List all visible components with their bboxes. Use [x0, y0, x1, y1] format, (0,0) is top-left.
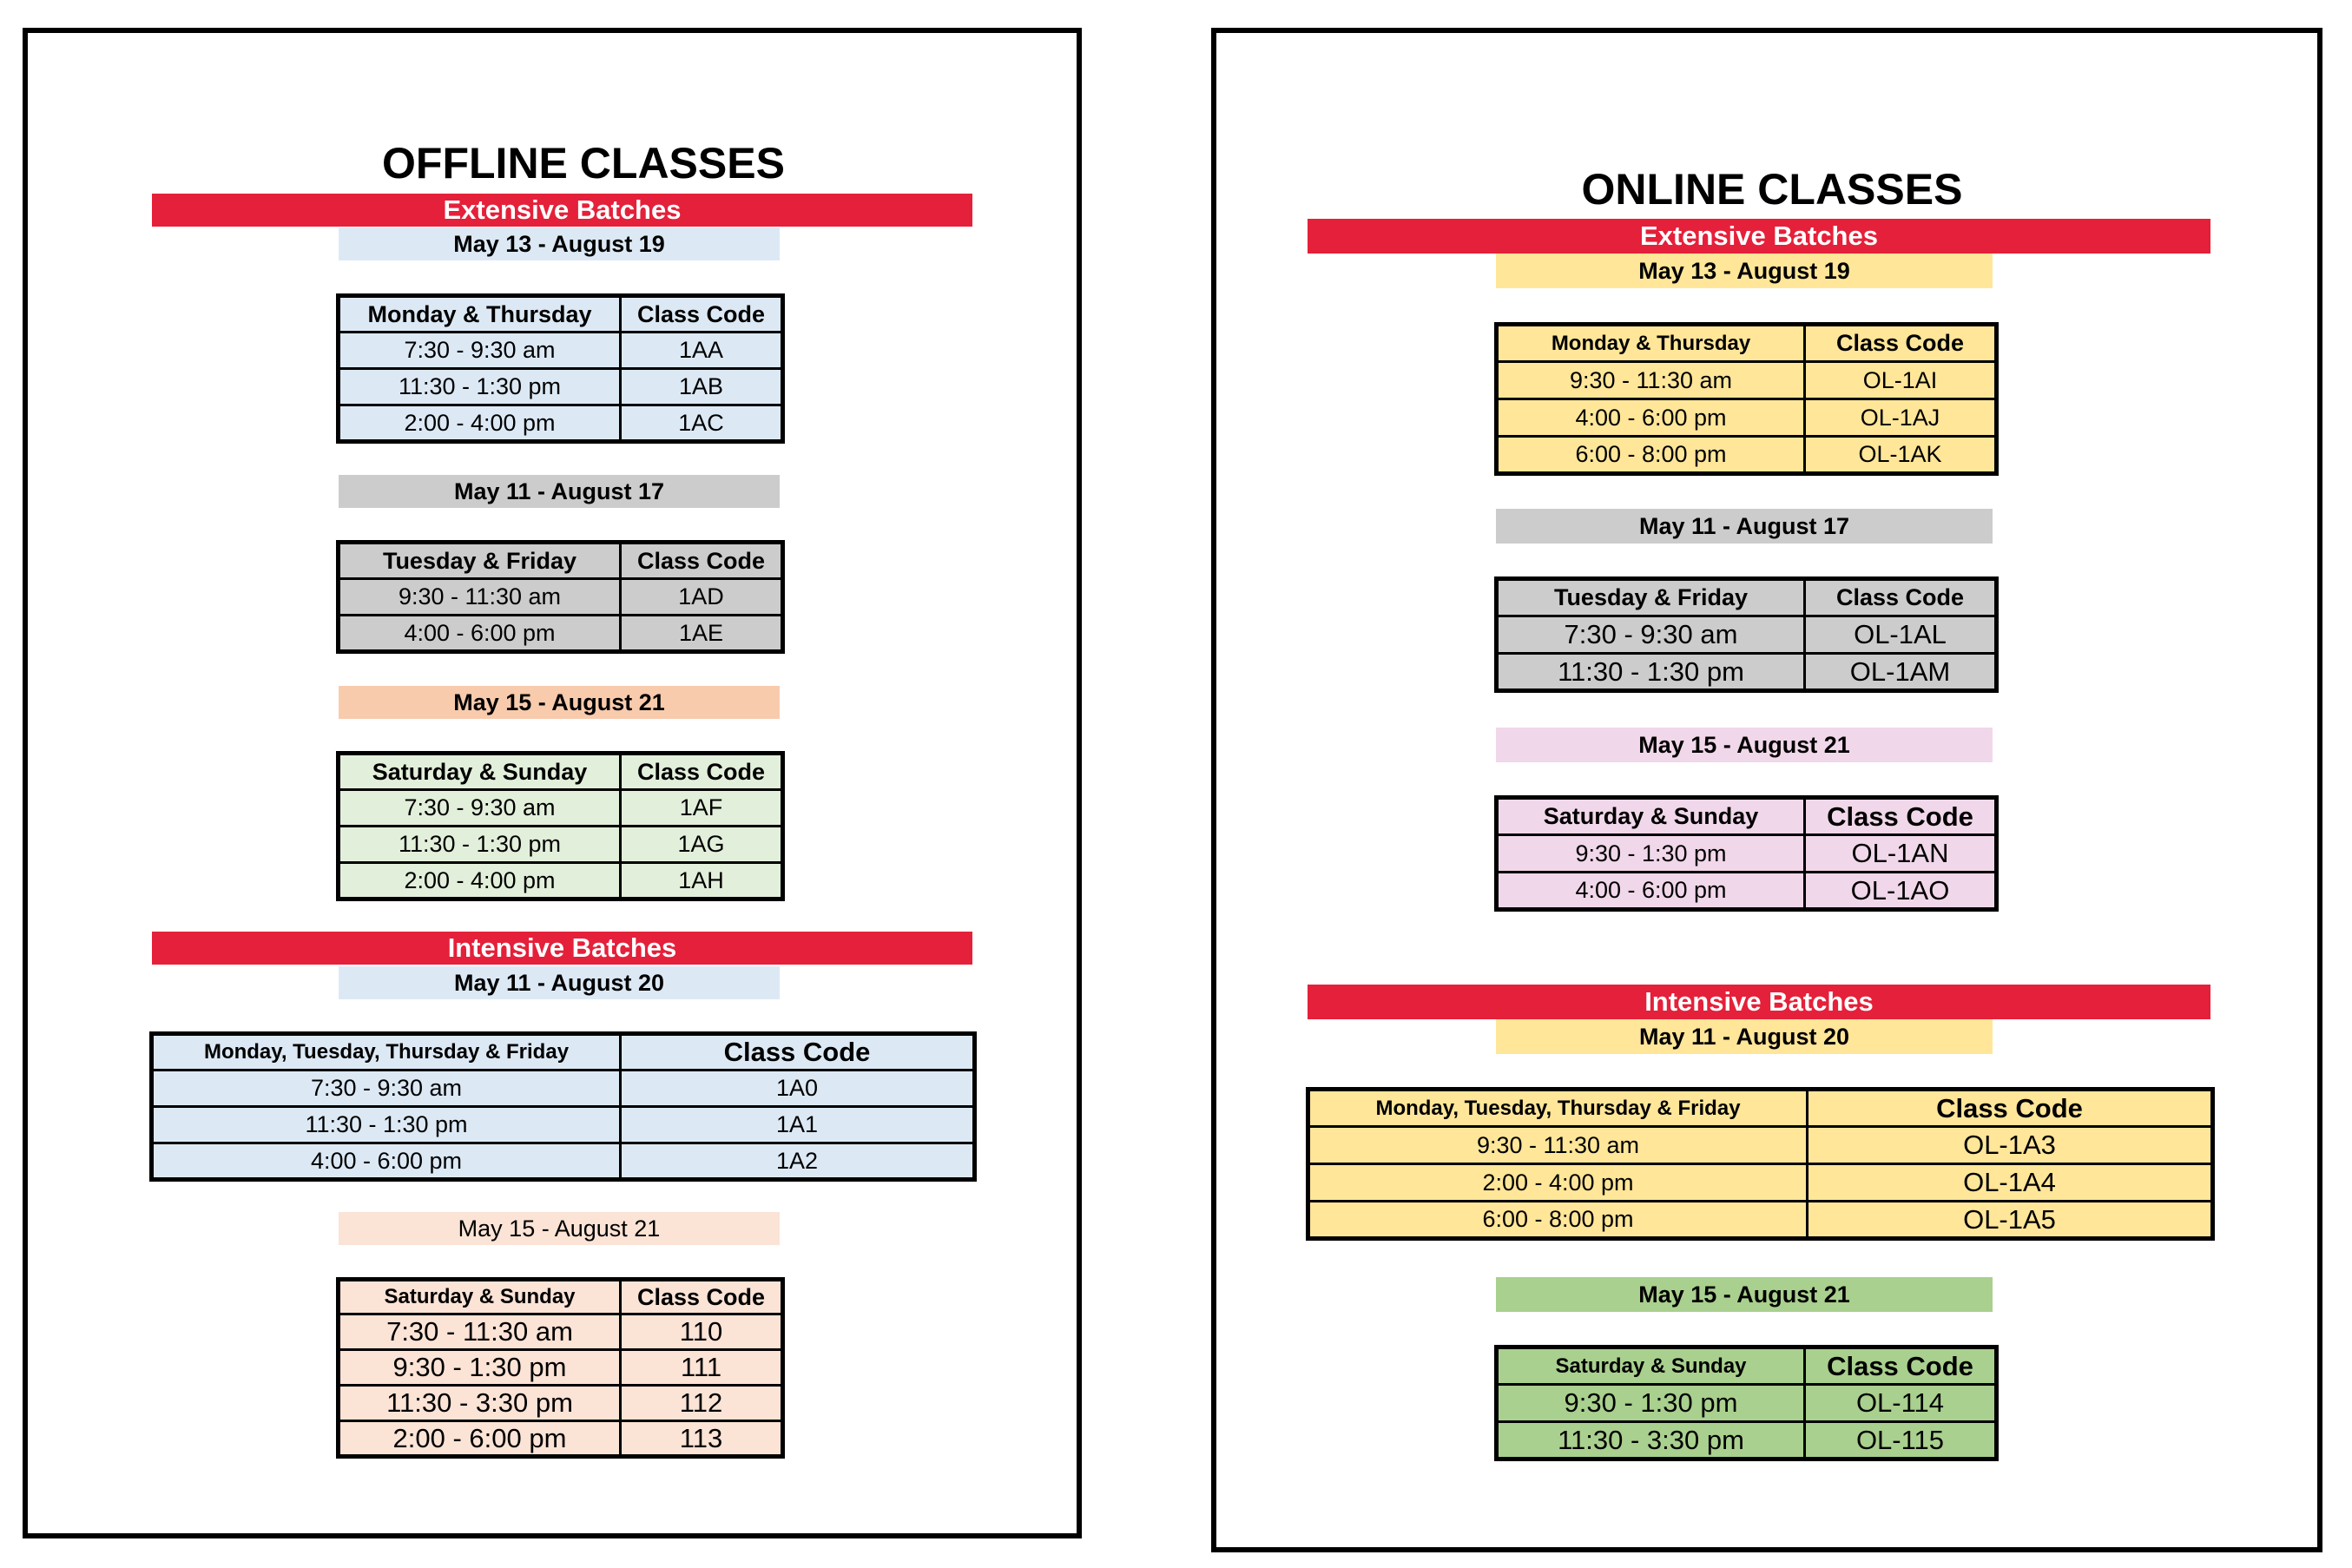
code-cell: OL-114 [1805, 1385, 1997, 1422]
class-code-header: Class Code [1805, 798, 1997, 835]
offline-ext3-dates: May 15 - August 21 [339, 686, 780, 719]
online-int1-dates: May 11 - August 20 [1496, 1019, 1993, 1054]
table-row [1497, 873, 1997, 910]
code-cell: 1A1 [621, 1107, 975, 1143]
class-code-header: Class Code [1808, 1090, 2213, 1127]
table-row [339, 790, 783, 827]
class-code-header: Class Code [1805, 325, 1997, 362]
online-ext1-table [1494, 322, 1999, 476]
time-cell: 9:30 - 1:30 pm [1497, 835, 1805, 873]
class-code-header: Class Code [621, 296, 783, 333]
code-cell: 1AH [621, 863, 783, 899]
time-cell: 9:30 - 11:30 am [1497, 362, 1805, 399]
class-code-header: Class Code [621, 543, 783, 579]
online-int2-dates: May 15 - August 21 [1496, 1277, 1993, 1312]
table-row [339, 1350, 783, 1386]
online-intensive-banner: Intensive Batches [1308, 985, 2210, 1019]
offline-extensive-banner: Extensive Batches [152, 194, 972, 227]
table-row [152, 1071, 975, 1107]
table-row [1497, 399, 1997, 437]
table-row [1497, 616, 1997, 654]
days-header: Monday, Tuesday, Thursday & Friday [1308, 1090, 1808, 1127]
table-row [339, 863, 783, 899]
code-cell: 110 [621, 1314, 783, 1350]
code-cell: OL-1A5 [1808, 1202, 2213, 1239]
class-code-header: Class Code [1805, 1347, 1997, 1385]
time-cell: 9:30 - 11:30 am [339, 579, 621, 616]
class-code-header: Class Code [621, 1280, 783, 1314]
time-cell: 11:30 - 1:30 pm [152, 1107, 621, 1143]
code-cell: 1AA [621, 333, 783, 369]
table-row [339, 333, 783, 369]
code-cell: OL-1AJ [1805, 399, 1997, 437]
table-row [339, 579, 783, 616]
code-cell: 1AB [621, 369, 783, 405]
offline-ext1-dates: May 13 - August 19 [339, 227, 780, 260]
code-cell: OL-1AI [1805, 362, 1997, 399]
table-row [339, 1421, 783, 1457]
time-cell: 4:00 - 6:00 pm [1497, 873, 1805, 910]
offline-ext2-table [336, 540, 785, 654]
code-cell: 1A2 [621, 1143, 975, 1180]
code-cell: 1AD [621, 579, 783, 616]
time-cell: 9:30 - 1:30 pm [1497, 1385, 1805, 1422]
time-cell: 2:00 - 4:00 pm [339, 405, 621, 442]
online-ext2-table [1494, 576, 1999, 693]
table-row [1497, 654, 1997, 691]
time-cell: 7:30 - 9:30 am [1497, 616, 1805, 654]
offline-int2-table [336, 1277, 785, 1459]
offline-int1-table [149, 1031, 977, 1182]
code-cell: 111 [621, 1350, 783, 1386]
time-cell: 4:00 - 6:00 pm [152, 1143, 621, 1180]
table-row [152, 1143, 975, 1180]
offline-intensive-banner: Intensive Batches [152, 932, 972, 965]
online-ext3-table [1494, 795, 1999, 912]
time-cell: 6:00 - 8:00 pm [1497, 437, 1805, 474]
time-cell: 9:30 - 11:30 am [1308, 1127, 1808, 1164]
online-extensive-banner: Extensive Batches [1308, 219, 2210, 254]
table-row [1497, 362, 1997, 399]
time-cell: 11:30 - 3:30 pm [1497, 1422, 1805, 1459]
code-cell: 1A0 [621, 1071, 975, 1107]
online-classes-panel [1211, 28, 2322, 1552]
code-cell: OL-1AL [1805, 616, 1997, 654]
days-header: Saturday & Sunday [339, 754, 621, 790]
table-row [339, 369, 783, 405]
offline-title: OFFLINE CLASSES [382, 139, 785, 188]
code-cell: 112 [621, 1386, 783, 1421]
days-header: Monday & Thursday [339, 296, 621, 333]
time-cell: 6:00 - 8:00 pm [1308, 1202, 1808, 1239]
offline-ext3-table [336, 751, 785, 901]
table-row [1497, 1422, 1997, 1459]
table-row [1497, 835, 1997, 873]
code-cell: OL-1AM [1805, 654, 1997, 691]
table-row [152, 1107, 975, 1143]
code-cell: OL-1A3 [1808, 1127, 2213, 1164]
days-header: Tuesday & Friday [339, 543, 621, 579]
table-row [339, 1386, 783, 1421]
code-cell: 1AF [621, 790, 783, 827]
table-row [1497, 1385, 1997, 1422]
online-ext3-dates: May 15 - August 21 [1496, 728, 1993, 762]
days-header: Saturday & Sunday [1497, 798, 1805, 835]
class-code-header: Class Code [621, 754, 783, 790]
days-header: Tuesday & Friday [1497, 579, 1805, 616]
table-row [1308, 1202, 2213, 1239]
days-header: Monday & Thursday [1497, 325, 1805, 362]
class-code-header: Class Code [1805, 579, 1997, 616]
time-cell: 4:00 - 6:00 pm [1497, 399, 1805, 437]
table-row [339, 405, 783, 442]
code-cell: 1AC [621, 405, 783, 442]
days-header: Monday, Tuesday, Thursday & Friday [152, 1034, 621, 1071]
offline-classes-panel [23, 28, 1082, 1538]
time-cell: 2:00 - 4:00 pm [339, 863, 621, 899]
table-row [1497, 437, 1997, 474]
code-cell: 113 [621, 1421, 783, 1457]
code-cell: OL-1A4 [1808, 1164, 2213, 1202]
online-int2-table [1494, 1345, 1999, 1461]
class-code-header: Class Code [621, 1034, 975, 1071]
offline-ext2-dates: May 11 - August 17 [339, 475, 780, 508]
time-cell: 7:30 - 9:30 am [339, 333, 621, 369]
time-cell: 7:30 - 9:30 am [339, 790, 621, 827]
code-cell: OL-1AK [1805, 437, 1997, 474]
table-row [339, 616, 783, 652]
table-row [339, 827, 783, 863]
offline-ext1-table [336, 293, 785, 444]
time-cell: 2:00 - 4:00 pm [1308, 1164, 1808, 1202]
days-header: Saturday & Sunday [1497, 1347, 1805, 1385]
code-cell: 1AG [621, 827, 783, 863]
time-cell: 11:30 - 1:30 pm [339, 827, 621, 863]
online-title: ONLINE CLASSES [1581, 165, 1963, 214]
days-header: Saturday & Sunday [339, 1280, 621, 1314]
online-int1-table [1306, 1087, 2215, 1241]
time-cell: 2:00 - 6:00 pm [339, 1421, 621, 1457]
table-row [1308, 1127, 2213, 1164]
time-cell: 11:30 - 3:30 pm [339, 1386, 621, 1421]
online-ext2-dates: May 11 - August 17 [1496, 509, 1993, 544]
time-cell: 7:30 - 11:30 am [339, 1314, 621, 1350]
time-cell: 11:30 - 1:30 pm [339, 369, 621, 405]
time-cell: 9:30 - 1:30 pm [339, 1350, 621, 1386]
table-row [1308, 1164, 2213, 1202]
code-cell: 1AE [621, 616, 783, 652]
code-cell: OL-115 [1805, 1422, 1997, 1459]
offline-int2-dates: May 15 - August 21 [339, 1212, 780, 1245]
time-cell: 7:30 - 9:30 am [152, 1071, 621, 1107]
offline-int1-dates: May 11 - August 20 [339, 966, 780, 999]
code-cell: OL-1AO [1805, 873, 1997, 910]
online-ext1-dates: May 13 - August 19 [1496, 254, 1993, 288]
table-row [339, 1314, 783, 1350]
time-cell: 4:00 - 6:00 pm [339, 616, 621, 652]
time-cell: 11:30 - 1:30 pm [1497, 654, 1805, 691]
code-cell: OL-1AN [1805, 835, 1997, 873]
